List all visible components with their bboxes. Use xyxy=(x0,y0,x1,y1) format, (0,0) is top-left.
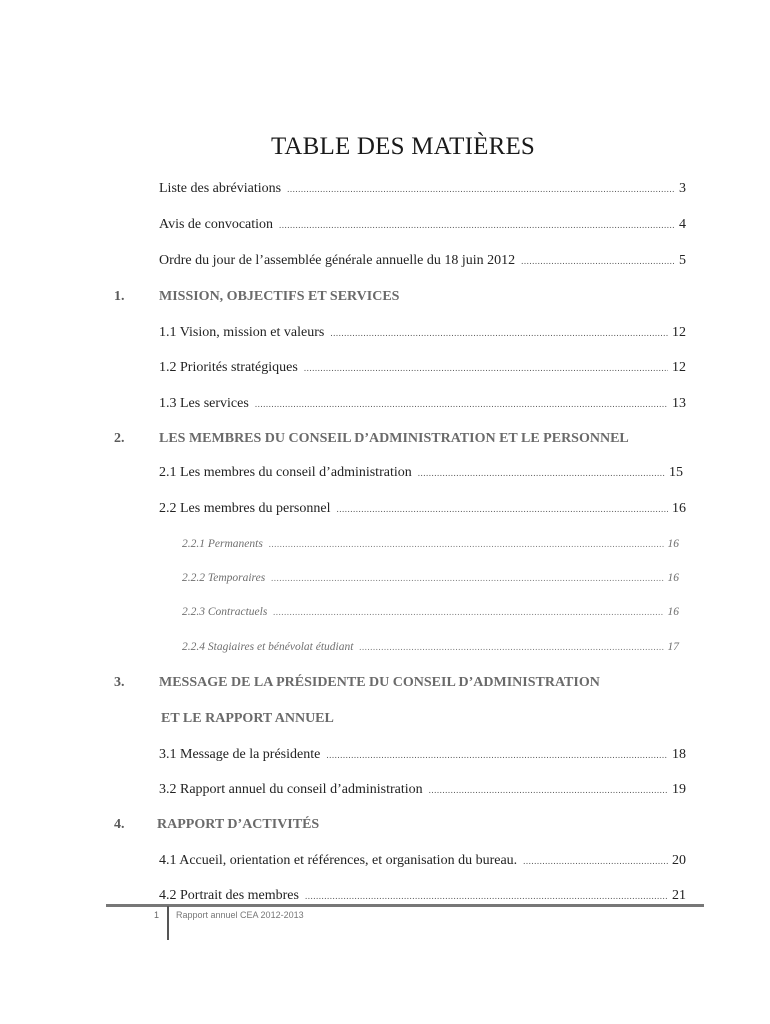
toc-entry-page: 16 xyxy=(672,501,686,516)
dot-leader xyxy=(305,887,668,905)
section-heading[interactable]: LES MEMBRES DU CONSEIL D’ADMINISTRATION ET LE PERSONNEL xyxy=(159,431,629,446)
section-number: 4. xyxy=(114,817,125,832)
toc-subentry[interactable] xyxy=(182,569,679,587)
toc-subentry[interactable] xyxy=(182,638,679,656)
dot-leader xyxy=(336,500,668,518)
toc-entry[interactable] xyxy=(159,359,686,377)
toc-subentry[interactable] xyxy=(182,603,679,621)
toc-entry-page: 19 xyxy=(672,782,686,797)
toc-entry-label: 4.1 Accueil, orientation et références, et organisation du bureau. xyxy=(159,853,518,868)
toc-entry-page: 4 xyxy=(679,217,686,232)
footer-rule xyxy=(106,904,704,907)
dot-leader xyxy=(521,252,675,270)
toc-entry[interactable] xyxy=(159,852,686,870)
toc-entry-label: 1.3 Les services xyxy=(159,396,249,411)
toc-entry-page: 16 xyxy=(667,606,679,618)
toc-entry-label: 2.2.2 Temporaires xyxy=(182,572,266,584)
section-heading[interactable]: MISSION, OBJECTIFS ET SERVICES xyxy=(159,289,400,304)
section-heading[interactable]: RAPPORT D’ACTIVITÉS xyxy=(157,817,320,832)
dot-leader xyxy=(326,746,668,764)
section-heading[interactable]: MESSAGE DE LA PRÉSIDENTE DU CONSEIL D’ADMINISTRATION xyxy=(159,675,600,690)
dot-leader xyxy=(269,535,664,553)
dot-leader xyxy=(287,180,675,198)
toc-entry-page: 16 xyxy=(667,538,679,550)
toc-entry[interactable] xyxy=(159,500,686,518)
dot-leader xyxy=(271,569,663,587)
toc-entry-label: Liste des abréviations xyxy=(159,181,282,196)
dot-leader xyxy=(359,638,663,656)
toc-entry-page: 3 xyxy=(679,181,686,196)
dot-leader xyxy=(330,324,668,342)
toc-entry-label: 1.1 Vision, mission et valeurs xyxy=(159,325,325,340)
toc-entry[interactable] xyxy=(159,324,686,342)
dot-leader xyxy=(273,603,663,621)
section-number: 3. xyxy=(114,675,125,690)
toc-entry-label: 1.2 Priorités stratégiques xyxy=(159,360,298,375)
dot-leader xyxy=(429,781,668,799)
toc-entry-label: 2.2.4 Stagiaires et bénévolat étudiant xyxy=(182,641,354,653)
dot-leader xyxy=(523,852,668,870)
toc-entry-page: 16 xyxy=(667,572,679,584)
toc-entry-page: 18 xyxy=(672,747,686,762)
toc-subentry[interactable] xyxy=(182,535,679,553)
toc-entry-page: 13 xyxy=(672,396,686,411)
toc-entry-page: 20 xyxy=(672,853,686,868)
toc-entry[interactable] xyxy=(159,464,683,482)
toc-entry-label: 3.2 Rapport annuel du conseil d’administration xyxy=(159,782,423,797)
toc-entry-label: 3.1 Message de la présidente xyxy=(159,747,321,762)
dot-leader xyxy=(255,395,668,413)
footer-text: Rapport annuel CEA 2012-2013 xyxy=(176,910,304,920)
section-number: 2. xyxy=(114,431,125,446)
toc-entry-label: 4.2 Portrait des membres xyxy=(159,888,299,903)
toc-entry-label: 2.2 Les membres du personnel xyxy=(159,501,331,516)
toc-entry-convocation[interactable] xyxy=(159,216,686,234)
toc-entry-agenda[interactable] xyxy=(159,252,686,270)
dot-leader xyxy=(279,216,675,234)
footer-divider xyxy=(167,906,169,940)
toc-entry-page: 12 xyxy=(672,325,686,340)
toc-entry[interactable] xyxy=(159,781,686,799)
toc-entry[interactable] xyxy=(159,395,686,413)
toc-entry-page: 21 xyxy=(672,888,686,903)
toc-entry-page: 12 xyxy=(672,360,686,375)
toc-entry-label: 2.1 Les membres du conseil d’administration xyxy=(159,465,412,480)
section-number: 1. xyxy=(114,289,125,304)
toc-entry-label: Avis de convocation xyxy=(159,217,274,232)
toc-entry-label: 2.2.3 Contractuels xyxy=(182,606,268,618)
toc-entry[interactable] xyxy=(159,887,686,905)
toc-entry-page: 17 xyxy=(667,641,679,653)
dot-leader xyxy=(304,359,668,377)
toc-entry[interactable] xyxy=(159,746,686,764)
toc-entry-label: 2.2.1 Permanents xyxy=(182,538,263,550)
toc-entry-page: 5 xyxy=(679,253,686,268)
toc-entry-label: Ordre du jour de l’assemblée générale annuelle du 18 juin 2012 xyxy=(159,253,516,268)
toc-entry-page: 15 xyxy=(669,465,683,480)
section-heading-continued[interactable]: ET LE RAPPORT ANNUEL xyxy=(161,711,334,726)
toc-entry-abbreviations[interactable] xyxy=(159,180,686,198)
page-title: TABLE DES MATIÈRES xyxy=(270,133,536,160)
footer-page-number: 1 xyxy=(154,910,160,920)
dot-leader xyxy=(418,464,665,482)
